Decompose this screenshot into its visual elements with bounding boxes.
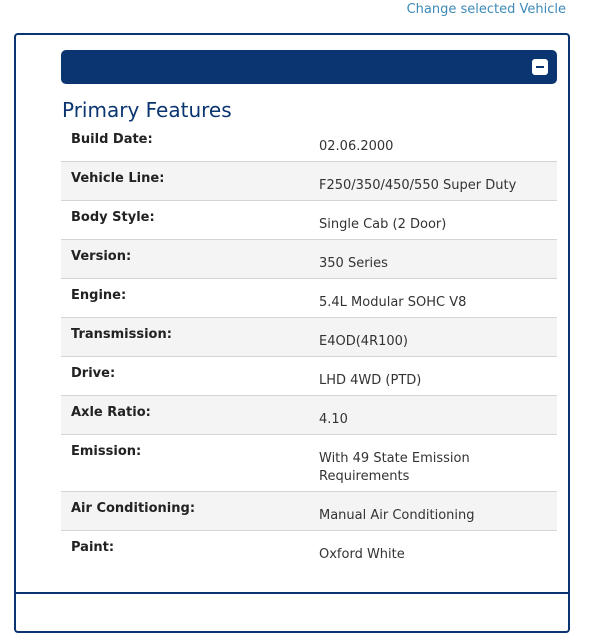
feature-row-air-conditioning	[61, 492, 557, 531]
feature-label: Axle Ratio:	[71, 405, 151, 420]
feature-value: 02.06.2000	[319, 139, 394, 154]
feature-value: E4OD(4R100)	[319, 334, 408, 349]
feature-label: Emission:	[71, 444, 142, 459]
section-title: Primary Features	[62, 98, 232, 122]
vehicle-details-panel	[14, 33, 570, 633]
feature-label: Version:	[71, 249, 132, 264]
feature-row-paint	[61, 531, 557, 570]
feature-row-engine	[61, 279, 557, 318]
feature-row-axle-ratio	[61, 396, 557, 435]
panel-divider	[16, 592, 568, 594]
feature-label: Vehicle Line:	[71, 171, 165, 186]
feature-value: LHD 4WD (PTD)	[319, 373, 422, 388]
feature-label: Paint:	[71, 540, 115, 555]
feature-value: F250/350/450/550 Super Duty	[319, 178, 517, 193]
feature-row-drive	[61, 357, 557, 396]
feature-label: Body Style:	[71, 210, 155, 225]
panel-header-bar	[61, 50, 557, 84]
feature-label: Build Date:	[71, 132, 153, 147]
change-vehicle-link[interactable]: Change selected Vehicle	[406, 2, 566, 17]
feature-value: 350 Series	[319, 256, 388, 271]
feature-value: 5.4L Modular SOHC V8	[319, 295, 467, 310]
minus-icon	[536, 66, 544, 68]
feature-value: 4.10	[319, 412, 348, 427]
feature-label: Air Conditioning:	[71, 501, 196, 516]
features-table	[61, 123, 557, 570]
feature-value: Oxford White	[319, 547, 405, 562]
feature-label: Transmission:	[71, 327, 172, 342]
feature-row-emission	[61, 435, 557, 492]
collapse-icon[interactable]	[532, 59, 548, 75]
feature-row-vehicle-line	[61, 162, 557, 201]
feature-row-transmission	[61, 318, 557, 357]
feature-value: With 49 State Emission Requirements	[319, 451, 470, 484]
feature-label: Drive:	[71, 366, 116, 381]
feature-label: Engine:	[71, 288, 127, 303]
feature-value: Manual Air Conditioning	[319, 508, 475, 523]
feature-row-version	[61, 240, 557, 279]
feature-value: Single Cab (2 Door)	[319, 217, 447, 232]
feature-row-build-date	[61, 123, 557, 162]
feature-row-body-style	[61, 201, 557, 240]
